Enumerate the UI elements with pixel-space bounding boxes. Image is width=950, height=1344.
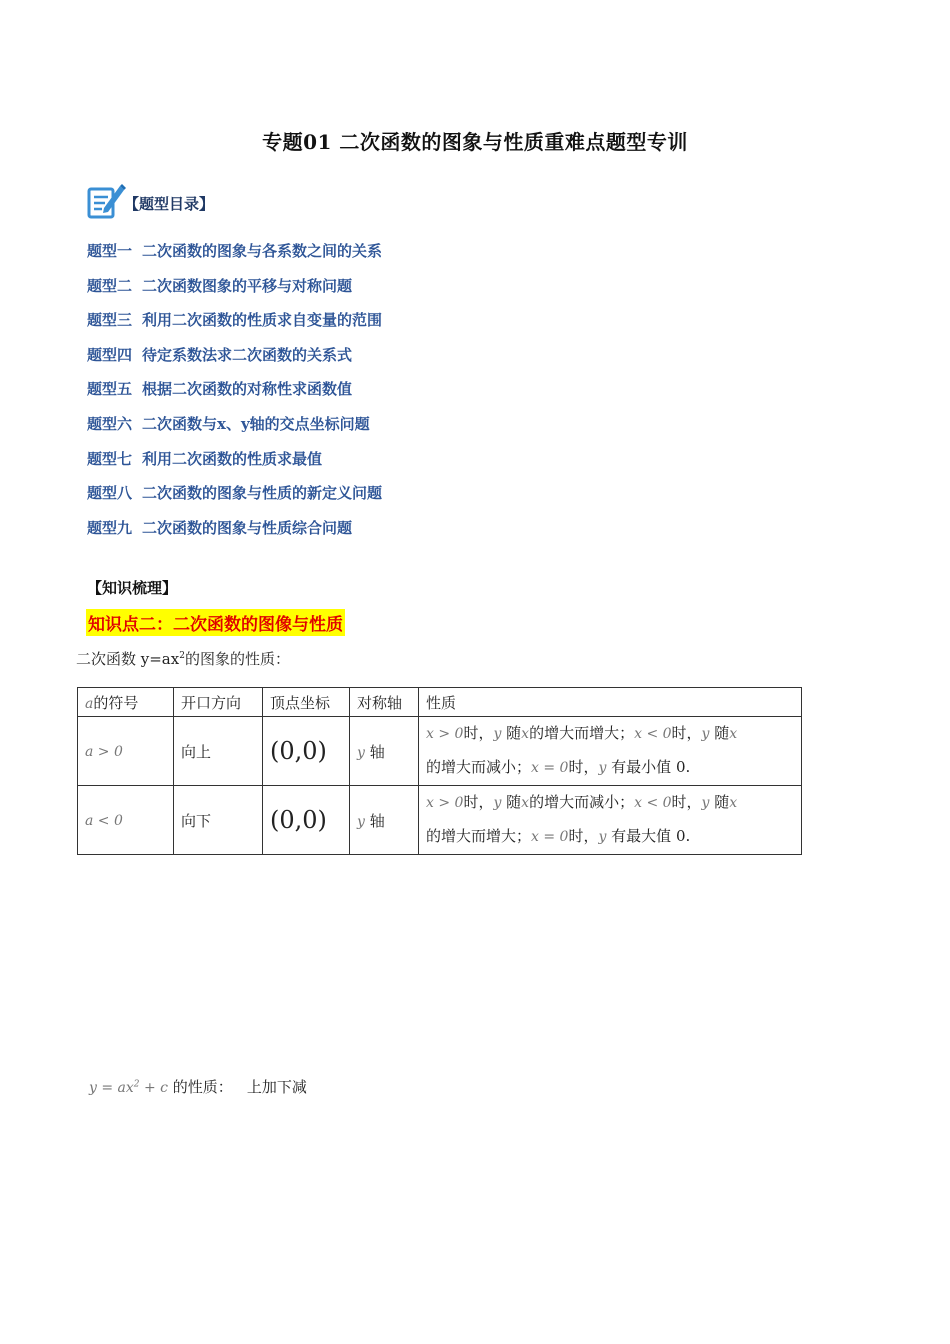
condition-cell: a < 0 (85, 813, 123, 829)
catalog-item[interactable]: 题型五 根据二次函数的对称性求函数值 (87, 380, 353, 399)
vertical-shift-note: $y = ax^2 + c$ 的性质： 上加下减 (89, 1078, 307, 1096)
table-row (78, 717, 802, 786)
property-cell: x > 0时，y 随x的增大而增大；x < 0时，y 随x 的增大而减小；x = 0时，y 有最小值 0. (419, 717, 802, 786)
topic-catalog (87, 240, 382, 551)
properties-table (77, 687, 802, 855)
axis-cell: y 轴 (350, 717, 419, 786)
header-vertex: 顶点坐标 (263, 688, 350, 717)
knowledge-review-label: 【知识梳理】 (87, 579, 178, 597)
shift-rule: 上加下减 (246, 1078, 307, 1096)
condition-cell: a > 0 (85, 744, 123, 760)
catalog-item[interactable]: 题型八 二次函数的图象与性质的新定义问题 (87, 484, 383, 503)
opening-cell: 向上 (174, 717, 263, 786)
formula: $y = ax^2 + c$ (89, 1079, 169, 1096)
catalog-item[interactable]: 题型六 二次函数与x、y轴的交点坐标问题 (87, 414, 370, 433)
intro-text: 二次函数 $y=ax^2$的图象的性质： (76, 650, 290, 668)
catalog-item[interactable]: 题型二 二次函数图象的平移与对称问题 (87, 276, 353, 295)
header-opening: 开口方向 (174, 688, 263, 717)
knowledge-point-title: 知识点二：二次函数的图像与性质 (86, 609, 345, 636)
vertex-cell: (0,0) (270, 737, 327, 765)
table-row (78, 786, 802, 855)
header-property: 性质 (419, 688, 802, 717)
property-cell: x > 0时，y 随x的增大而减小；x < 0时，y 随x 的增大而增大；x = 0时，y 有最大值 0. (419, 786, 802, 855)
header-axis: 对称轴 (350, 688, 419, 717)
axis-cell: y 轴 (350, 786, 419, 855)
opening-cell: 向下 (174, 786, 263, 855)
vertex-cell: (0,0) (270, 806, 327, 834)
catalog-item[interactable]: 题型七 利用二次函数的性质求最值 (87, 449, 323, 468)
catalog-item[interactable]: 题型九 二次函数的图象与性质综合问题 (87, 518, 353, 537)
catalog-item[interactable]: 题型四 待定系数法求二次函数的关系式 (87, 345, 353, 364)
header-sign: a的符号 (78, 688, 174, 717)
catalog-item[interactable]: 题型一 二次函数的图象与各系数之间的关系 (87, 242, 383, 260)
page-title: 专题01 二次函数的图象与性质重难点题型专训 (262, 130, 688, 154)
catalog-item[interactable]: 题型三 利用二次函数的性质求自变量的范围 (87, 311, 383, 330)
table-header-row (78, 688, 802, 717)
catalog-label: 【题型目录】 (124, 195, 215, 213)
edit-note-icon (86, 181, 126, 221)
